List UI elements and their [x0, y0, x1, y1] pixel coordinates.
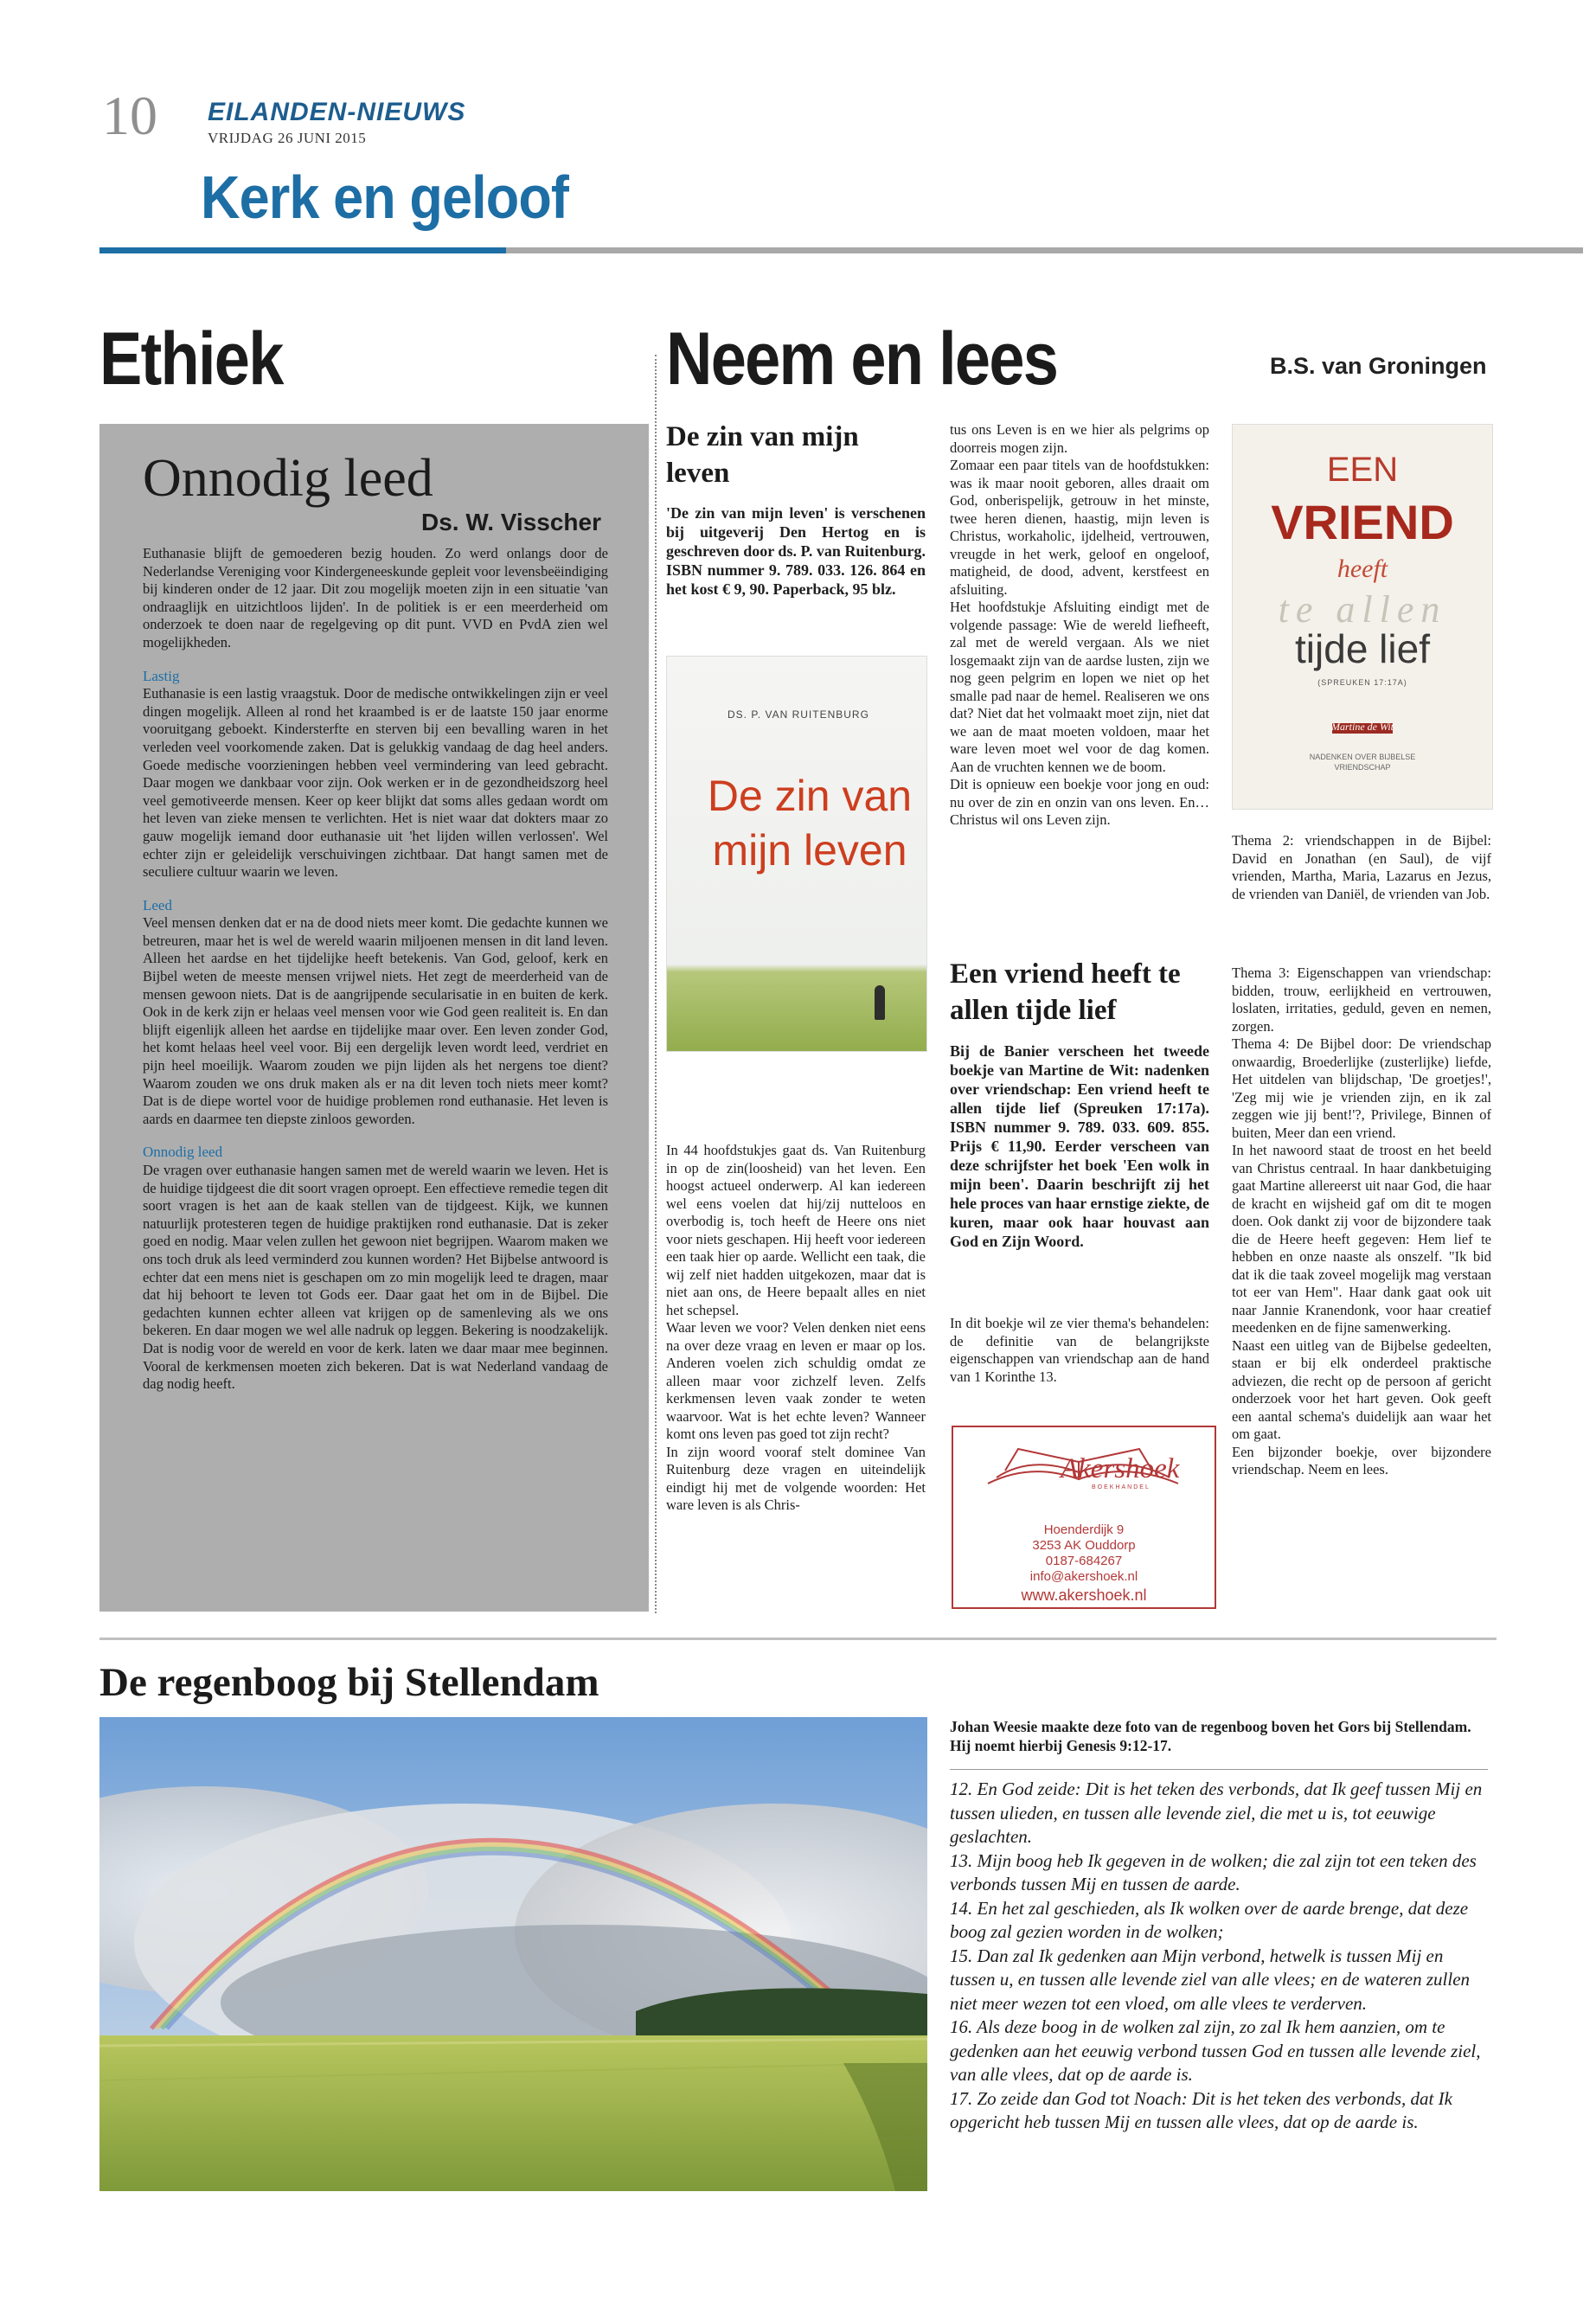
- ethiek-para-lastig: Euthanasie is een lastig vraagstuk. Door de medische ontwikkelingen zijn er veel dingen mogelijk. Alleen al rond het kraambed is er de laatste 150 jaar enorme vooruitgang geboekt. Kindersterfte en sterven bij een bevalling waren in het verleden veel voorkomende zaken. Dat is gelukkig vandaag de dag heel anders. Goede medische voorzieningen hebben veel vermindering van leed gebracht. Daar mogen we dankbaar voor zijn. Ook werken er in de gezondheidszorg heel veel gemotiveerde mensen. Keer op keer blijkt dat soms alles gedaan wordt om het leven van zieke mensen te verlichten. Het is niet waar dat dokters maar zo gauw mogelijk iemand door euthanasie uit 'het lijden willen verlossen'. Wel echter zijn er geleidelijk verschuivingen zichtbaar. Dat hangt samen met de seculiere cultuur waarin we leven.: [143, 685, 608, 881]
- article1-continued: [950, 421, 1209, 830]
- akershoek-advertisement[interactable]: [952, 1426, 1216, 1609]
- ad-phone: 0187-684267: [1045, 1554, 1123, 1568]
- verse-13: 13. Mijn boog heb Ik gegeven in de wolken; die zal zijn tot een teken des verbonds tussen Mij en tussen de aarde.: [950, 1849, 1477, 1894]
- cover2-author: Martine de Wit: [1331, 721, 1394, 733]
- cover2-allen: te allen: [1278, 588, 1447, 631]
- ethiek-article-body: [143, 545, 608, 1394]
- verse-16: 16. Als deze boog in de wolken zal zijn, zo zal Ik hem aanzien, om te gedenken aan het eeuwig verbond tussen God en tussen alle levende ziel, van alle vlees, dat op de aarde is.: [950, 2016, 1481, 2085]
- cover2-verse: (SPREUKEN 17:17A): [1317, 678, 1407, 687]
- book-cover-een-vriend: [1232, 424, 1493, 810]
- ad-website[interactable]: www.akershoek.nl: [1021, 1586, 1147, 1604]
- neem-heading: Neem en lees: [666, 317, 1058, 401]
- article1-lead: 'De zin van mijn leven' is verschenen bij uitgeverij Den Hertog en is geschreven door ds. P. van Ruitenburg. ISBN nummer 9. 789. 033. 126. 864 en het kost € 9, 90. Paperback, 95 blz.: [666, 504, 926, 598]
- publication-date: VRIJDAG 26 JUNI 2015: [208, 130, 367, 146]
- cover1-title: De zin van mijn leven: [707, 772, 913, 875]
- article2-themes-b: [1232, 965, 1491, 1479]
- page-number: 10: [102, 85, 157, 146]
- ethiek-para-onnodig: De vragen over euthanasie hangen samen met de wereld waarin we leven. Het is de huidige tijdgeest die dit soort vragen oproept. Een effectieve remedie tegen dit soort vragen is het aan de kaak stellen van de tijdgeest. Kijk, we kunnen natuurlijk protesteren tegen de huidige praktijken rond euthanasie. Dat is zeker goed en nodig. Maar velen zullen het gewoon niet begrijpen. Waarom maken we ons toch druk als leed verminderd zou kunnen worden? Het Bijbelse antwoord is echter dat een mens niet is geschapen om zo min mogelijk leed te dragen, maar dat hij behoort te leven tot Gods eer. Daar gaat het om in de Bijbel. Die gedachten kunnen echter alleen vat krijgen op de samenleving als we ons bekeren. En daar mogen we wel alle nadruk op leggen. Bekering is noodzakelijk. Dat is nodig voor de wereld en voor de kerk. laten we daar maar mee beginnen. Vooral de kerkmensen moeten zich bekeren. Dat is wat Nederland vandaag de dag nodig heeft.: [143, 1162, 608, 1393]
- article2-themes-a: Thema 2: vriendschappen in de Bijbel: David en Jonathan (en Saul), de vijf vrienden, Martha, Maria, Lazarus en Jezus, de vrienden van Daniël, de vrienden van Job.: [1232, 832, 1491, 902]
- article2-closing: Een bijzonder boekje, over bijzondere vriendschap. Neem en lees.: [1232, 1443, 1491, 1477]
- article1-cont-a: tus ons Leven is en we hier als pelgrims op doorreis mogen zijn.: [950, 421, 1209, 456]
- ad-email[interactable]: info@akershoek.nl: [1029, 1569, 1138, 1584]
- walking-figure-icon: [875, 985, 885, 1020]
- cover2-een: EEN: [1326, 451, 1399, 489]
- ethiek-subhead-leed: Leed: [143, 896, 172, 913]
- verse-12: 12. En God zeide: Dit is het teken des verbonds, dat Ik geef tussen Mij en tussen ulieden, en tussen alle levende ziel, die met u is, tot eeuwige geslachten.: [950, 1779, 1483, 1847]
- cover2-heeft: heeft: [1336, 554, 1388, 583]
- masthead-logo: EILANDEN-NIEUWS: [208, 98, 466, 126]
- ad-brand-sub: BOEKHANDEL: [1092, 1484, 1151, 1490]
- ethiek-subhead-lastig: Lastig: [143, 667, 180, 684]
- ethiek-intro: Euthanasie blijft de gemoederen bezig houden. Zo werd onlangs door de Nederlandse Vereniging voor Kindergeneeskunde gepleit voor levensbeëindiging bij kinderen onder de 12 jaar. Dit zou mogelijk moeten zijn in een situatie 'van ondraaglijk en uitzichtloos lijden'. In de politiek is er een meerderheid om onderzoek te doen naar de regelgeving op dit punt. VVD en PvdA zien wel mogelijkheden.: [143, 545, 608, 651]
- article1-para2: Waar leven we voor? Velen denken niet eens na over deze vraag en leven er maar op los. Anderen voelen zich schuldig omdat ze alleen maar voor zichzelf leven. Zelfs kerkmensen leven vaak zonder te weten waarvoor. Wat is het echte leven? Wanneer komt ons leven pas goed tot zijn recht?: [666, 1319, 926, 1442]
- ethiek-subhead-onnodig: Onnodig leed: [143, 1144, 223, 1161]
- article1-cont-c: Het hoofdstukje Afsluiting eindigt met de volgende passage: Wie de wereld liefheeft, zal met de wereld vergaan. Als we niet losgemaakt zijn van de aardse lusten, zijn we nog geen pelgrim en lopen we niet op het smalle pad naar de hemel. Realiseren we ons dat? Niet dat het volmaakt moet zijn, niet dat we aan de maat moeten voldoen, maar het ware leven moet wel voor de dag komen. Aan de vruchten kennen we de boom.: [950, 599, 1209, 775]
- article2-body: In dit boekje wil ze vier thema's behandelen: de definitie van de belangrijkste eigenschappen van vriendschap aan de hand van 1 Korinthe 13.: [950, 1315, 1209, 1385]
- article1-title: De zin van mijn leven: [666, 421, 859, 489]
- header-rule: [506, 247, 1583, 253]
- verse-14: 14. En het zal geschieden, als Ik wolken over de aarde brenge, dat deze boog zal gezien worden in de wolken;: [950, 1897, 1469, 1942]
- ethiek-article-title: Onnodig leed: [143, 449, 433, 508]
- cover2-tijde: tijde lief: [1295, 626, 1430, 671]
- article2-theme3: Thema 3: Eigenschappen van vriendschap: bidden, trouw, eerlijkheid en vertrouwen, loslaten, irritaties, geduld, geven en nemen, zorgen.: [1232, 965, 1491, 1035]
- rainbow-landscape-image: [99, 1717, 927, 2191]
- caption-rule: [950, 1769, 1488, 1770]
- article1-para1: In 44 hoofdstukjes gaat ds. Van Ruitenburg in op de zin(loosheid) van het leven. Een hoogst actueel onderwerp. Al kan iedereen wel eens voelen dat hij/zij nutteloos en overbodig is, toch heeft de Heere ons niet voor niets geschapen. Hij heeft voor iedereen een taak hier op aarde. Wellicht een taak, die wij zelf niet hadden uitgekozen, maar dat is niet aan ons, de Heere bepaalt alles en niet het schepsel.: [666, 1142, 926, 1318]
- rainbow-photo: [99, 1717, 927, 2191]
- cover1-author: DS. P. VAN RUITENBURG: [727, 708, 869, 721]
- article1-body: [666, 1142, 926, 1515]
- article2-title: Een vriend heeft te allen tijde lief: [950, 958, 1181, 1026]
- ad-brand-name: Akershoek: [1061, 1453, 1180, 1484]
- book-cover-de-zin: [666, 656, 927, 1052]
- section-title: Kerk en geloof: [201, 163, 568, 231]
- ethiek-para-leed: Veel mensen denken dat er na de dood niets meer komt. Die gedachte kunnen we betreuren, maar het is wel de wereld waarin miljoenen mensen in dit land leven. Alleen het aardse en het tijdelijke heeft betekenis. Van God, geloof, kerk en Bijbel weten de meeste mensen vrijwel niets. Het zegt de meerderheid van de mensen gewoon niets. Dat is de aangrijpende secularisatie in en buiten de kerk. Ook in de kerk zijn er helaas veel mensen voor wie God geen realiteit is. En dan blijft eigenlijk alleen het aardse en tijdelijke maar over. Een leven zonder God, het komt helaas heel veel voor. Bij een dergelijk leven wordt leed, verdriet en pijn heel moeilijk. Waarom zouden we pijn lijden als het nergens toe dient? Waarom zouden we ons druk maken als er na dit leven toch niets meer komt? Dat is de diepe wortel voor de huidige problemen rond euthanasie. Het leven is aards en daarmee ten diepste zinloos geworden.: [143, 914, 608, 1127]
- article2-theme4: Thema 4: De Bijbel door: De vriendschap onwaardig, Broederlijke (zusterlijke) liefde, Het uitdelen van blijdschap, 'De groetjes!', 'Zeg mij wie je vrienden zijn, en ik zal zeggen wie jij bent!'?, Privilege, Binnen of buiten, Meer dan een vriend.: [1232, 1035, 1491, 1141]
- column-divider: [655, 355, 657, 1613]
- bottom-rule: [99, 1638, 1497, 1640]
- genesis-quote: [950, 1778, 1488, 2135]
- article1-cont-d: Dit is opnieuw een boekje voor jong en oud: nu over de zin en onzin van ons leven. En… Christus wil ons Leven zijn.: [950, 776, 1209, 828]
- ethiek-author: Ds. W. Visscher: [420, 509, 601, 535]
- article2-nawoord: In het nawoord staat de troost en het beeld van Christus centraal. In haar dankbetuiging gaat Martine allereerst uit naar God, die haar de kracht en wijsheid gaf om dit te mogen doen. Ook dankt zij voor de bijzondere taak die de Heere heeft gegeven: Hem lief te hebben en onze naaste als onszelf. "Ik bid dat ik die taak zoveel mogelijk mag verstaan tot eer van Hem". Haar dank gaat ook uit naar Jannie Kranendonk, voor haar creatief meedenken en de fijne samenwerking.: [1232, 1142, 1491, 1336]
- photo-caption: Johan Weesie maakte deze foto van de regenboog boven het Gors bij Stellendam. Hij noemt hierbij Genesis 9:12-17.: [950, 1718, 1471, 1754]
- article1-cont-b: Zomaar een paar titels van de hoofdstukken: was ik maar nooit geboren, alles draait om God, onberispelijk, getrouw in het minste, twee heren dienen, haastig, mijn leven is Christus, workaholic, ijdelheid, vertrouwen, vreugde in het werk, geloof en ongeloof, matigheid, de dood, advent, kerstfeest en afsluiting.: [950, 457, 1209, 598]
- verse-17: 17. Zo zeide dan God tot Noach: Dit is het teken des verbonds, dat Ik opgericht heb tussen Mij en tussen alle vlees, dat op de aarde is.: [950, 2087, 1452, 2132]
- article2-uitleg: Naast een uitleg van de Bijbelse gedeelten, staan er bij elk onderdeel praktische adviezen, die recht op de persoon af gericht onderzoek voor het hart geven. Ook geeft een aantal schema's duidelijk aan waar het om gaat.: [1232, 1336, 1491, 1442]
- verse-15: 15. Dan zal Ik gedenken aan Mijn verbond, hetwelk is tussen Mij en tussen u, en tussen alle levende ziel van alle vlees; en de wateren zullen niet meer wezen tot een vloed, om alle vlees te verderven.: [950, 1945, 1471, 2014]
- article2-lead: Bij de Banier verscheen het tweede boekje van Martine de Wit: nadenken over vriendschap: Een vriend heeft te allen tijde lief (Spreuken 17:17a). ISBN nummer 9. 789. 033. 609. 855. Prijs € 11,90. Eerder verscheen van deze schrijfster het boek 'Een wolk in mijn been'. Daarin beschrijft zij het hele proces van haar ernstige ziekte, de kuren, maar ook haar houvast aan God en Zijn Woord.: [950, 1042, 1209, 1250]
- header-rule-accent: [99, 247, 506, 253]
- ad-address: Hoenderdijk 9: [1043, 1522, 1125, 1537]
- cover2-vriend: VRIEND: [1271, 495, 1454, 549]
- ad-city: 3253 AK Ouddorp: [1032, 1538, 1136, 1553]
- neem-byline: B.S. van Groningen: [1270, 353, 1487, 379]
- ethiek-heading: Ethiek: [99, 317, 283, 401]
- cover2-subtitle: NADENKEN OVER BIJBELSE VRIENDSCHAP: [1309, 753, 1416, 772]
- regenboog-title: De regenboog bij Stellendam: [99, 1660, 599, 1705]
- article1-para3: In zijn woord vooraf stelt dominee Van Ruitenburg deze vragen en uiteindelijk eindigt hij met de volgende woorden: Het ware leven is als Chris-: [666, 1443, 926, 1513]
